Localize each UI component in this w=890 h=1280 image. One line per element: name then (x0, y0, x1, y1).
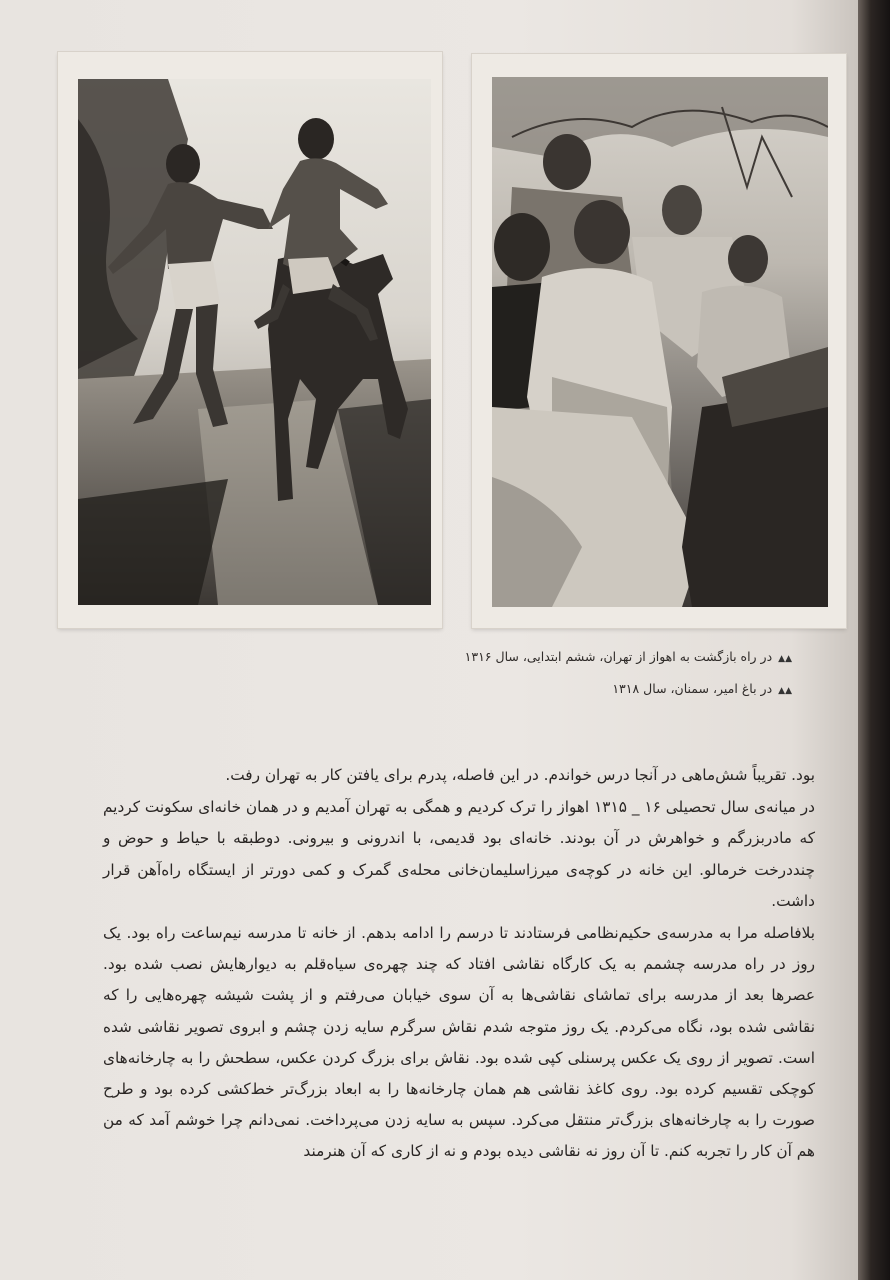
photo-caption (465, 649, 792, 664)
photo-boys-with-donkey-image (78, 79, 431, 605)
photo-boys-with-donkey-drawing (78, 79, 431, 605)
body-text (103, 760, 815, 1168)
paragraph: در میانه‌ی سال تحصیلی ۱۶ _ ۱۳۱۵ اهواز را ترک کردیم و همگی به تهران آمدیم و در همان خانه‌ای سکونت کردیم که مادربزرگم و خواهرش در آن بودند. خانه‌ای بود قدیمی، با اندرونی و بیرونی. دوطبقه با حیاط و حوض و چنددرخت خرمالو. این خانه در کوچه‌ی میرزاسلیمان‌خانی محله‌ی گمرک و کمی دورتر از ایستگاه راه‌آهن قرار داشت. (103, 798, 815, 910)
photo-boys-with-donkey (58, 52, 442, 628)
photo-group-of-men-drawing (492, 77, 828, 607)
paragraph: بود. تقریباً شش‌ماهی در آنجا درس خواندم. در این فاصله، پدرم برای یافتن کار به تهران رفت. (225, 766, 815, 784)
caption-text: در راه بازگشت به اهواز از تهران، ششم ابتدایی، سال ۱۳۱۶ (464, 649, 773, 664)
caption-text: در باغ امیر، سمنان، سال ۱۳۱۸ (612, 681, 773, 696)
photo-group-of-men-image (492, 77, 828, 607)
triangle-marker-icon: ▲▲ (778, 654, 792, 664)
photo-caption (612, 681, 792, 696)
paragraph: بلافاصله مرا به مدرسه‌ی حکیم‌نظامی فرستادند تا درسم را ادامه بدهم. از خانه تا مدرسه نیم‌ساعت راه بود. یک روز در راه مدرسه چشمم به یک کارگاه نقاشی افتاد که چند چهره‌ی سیاه‌قلم به دیوارهایش نصب شده بود. عصرها بعد از مدرسه برای تماشای نقاشی‌ها به آن سوی خیابان می‌رفتم و از پشت شیشه چهره‌هایی را که نقاشی شده بود، نگاه می‌کردم. یک روز متوجه شدم نقاش سرگرم سایه زدن چشم و ابروی تصویر نقاشی شده است. تصویر از روی یک عکس پرسنلی کپی شده بود. نقاش برای بزرگ کردن عکس، سطحش را به چارخانه‌های کوچکی تقسیم کرده بود. روی کاغذ نقاشی هم همان چارخانه‌ها را به ابعاد بزرگ‌تر خط‌کشی کرده بود و طرح صورت را به چارخانه‌های بزرگ‌تر منتقل می‌کرد. سپس به سایه زدن می‌پرداخت. نمی‌دانم چرا خوشم آمد که من هم آن کار را تجربه کنم. تا آن روز نه نقاشی دیده بودم و نه از کاری که آن هنرمند (103, 924, 815, 1161)
photo-group-of-men (472, 54, 846, 628)
triangle-marker-icon: ▲▲ (778, 686, 792, 696)
book-gutter-shadow (858, 0, 890, 1280)
